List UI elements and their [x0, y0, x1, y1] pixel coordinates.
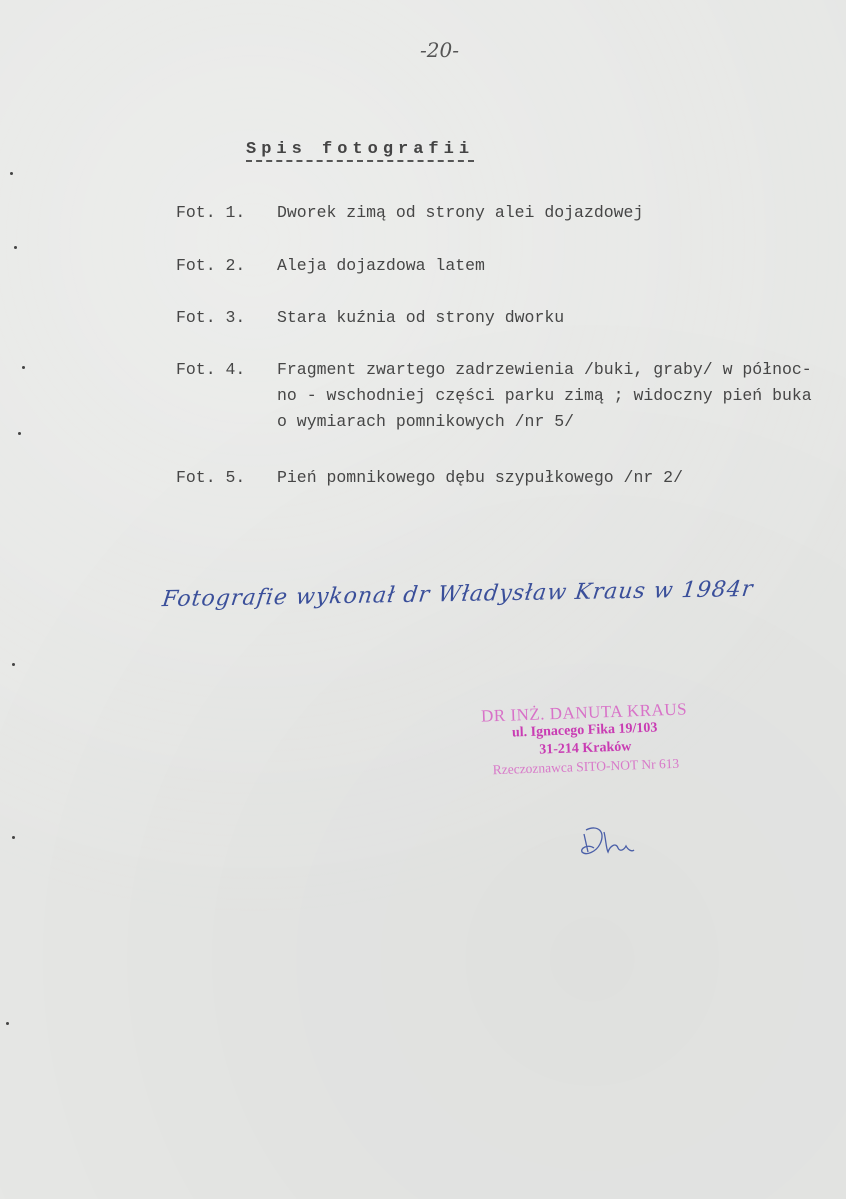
margin-mark: [18, 432, 21, 435]
entry-text: Fragment zwartego zadrzewienia /buki, graby/ w północ- no - wschodniej części parku zimą ; widoczny pień buka o wymiarach pomnikowych /nr 5/: [277, 360, 812, 431]
page-number: -20-: [420, 38, 459, 62]
entry-label: Fot. 2.: [176, 256, 246, 275]
margin-mark: [12, 836, 15, 839]
entry-label: Fot. 1.: [176, 203, 246, 222]
entry-label: Fot. 5.: [176, 468, 246, 487]
margin-mark: [6, 1022, 9, 1025]
stamp-line-name: DR INŻ. DANUTA KRAUS: [480, 699, 688, 726]
entry-text: Aleja dojazdowa latem: [277, 256, 485, 275]
stamp-line-title: Rzeczoznawca SITO-NOT Nr 613: [492, 755, 680, 778]
entry-text: Dworek zimą od strony alei dojazdowej: [277, 203, 644, 222]
entry-label: Fot. 3.: [176, 308, 246, 327]
margin-mark: [12, 663, 15, 666]
entry-label: Fot. 4.: [176, 360, 246, 379]
margin-mark: [14, 246, 17, 249]
stamp: [469, 700, 701, 780]
signature: [578, 822, 638, 867]
margin-mark: [22, 366, 25, 369]
margin-mark: [10, 172, 13, 175]
handwritten-note: Fotografie wykonał dr Władysław Kraus w 1984r: [160, 576, 755, 613]
stamp-line-city: 31-214 Kraków: [538, 739, 632, 758]
entry-text: Pień pomnikowego dębu szypułkowego /nr 2/: [277, 468, 683, 487]
document-title: Spis fotografii: [246, 140, 474, 162]
stamp-line-address: ul. Ignacego Fika 19/103: [511, 720, 658, 741]
entry-text: Stara kuźnia od strony dworku: [277, 308, 565, 327]
